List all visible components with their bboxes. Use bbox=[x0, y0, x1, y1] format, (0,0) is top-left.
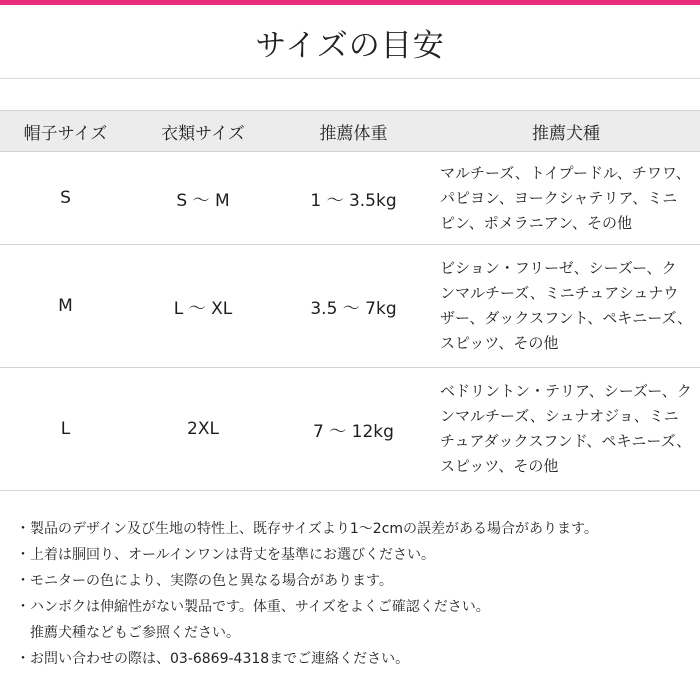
breeds-cell bbox=[432, 152, 700, 245]
header-recommended-weight: 推薦体重 bbox=[275, 111, 432, 152]
breeds-line: スピッツ、その他 bbox=[440, 334, 559, 352]
notes-list bbox=[16, 516, 696, 672]
note-item: ・上着は胴回り、オールインワンは背丈を基準にお選びください。 bbox=[16, 547, 436, 563]
note-item-continuation: 推薦犬種などもご参照ください。 bbox=[30, 625, 240, 641]
breeds-line: ベドリントン・テリア、シーズー、ク bbox=[440, 382, 692, 400]
breeds-line: ピン、ポメラニアン、その他 bbox=[440, 213, 633, 232]
header-recommended-breeds: 推薦犬種 bbox=[432, 111, 700, 152]
header-hat-size: 帽子サイズ bbox=[0, 111, 131, 152]
weight-cell: 3.5 〜 7kg bbox=[275, 245, 432, 368]
note-item: ・ハンボクは伸縮性がない製品です。体重、サイズをよくご確認ください。 bbox=[16, 599, 490, 615]
size-guide-table bbox=[0, 110, 700, 491]
table-row bbox=[0, 152, 700, 245]
breeds-cell bbox=[432, 368, 700, 491]
clothing-size-cell: 2XL bbox=[131, 368, 275, 491]
hat-size-cell: M bbox=[0, 245, 131, 368]
title-divider bbox=[0, 78, 700, 79]
breeds-line: チュアダックスフンド、ペキニーズ、 bbox=[440, 432, 692, 450]
weight-cell: 1 〜 3.5kg bbox=[275, 152, 432, 245]
note-item: ・モニターの色により、実際の色と異なる場合があります。 bbox=[16, 573, 393, 589]
table-header-row bbox=[0, 111, 700, 152]
breeds-line: ンマルチーズ、ミニチュアシュナウ bbox=[440, 284, 679, 302]
page-title: サイズの目安 bbox=[255, 28, 445, 64]
top-accent-bar bbox=[0, 0, 700, 5]
header-clothing-size: 衣類サイズ bbox=[131, 111, 275, 152]
breeds-line: スピッツ、その他 bbox=[440, 457, 559, 475]
table-row bbox=[0, 245, 700, 368]
breeds-line: ザー、ダックスフント、ペキニーズ、 bbox=[440, 309, 693, 327]
note-item: ・製品のデザイン及び生地の特性上、既存サイズより1〜2cmの誤差がある場合があります。 bbox=[16, 521, 598, 537]
breeds-line: マルチーズ、トイプードル、チワワ、 bbox=[440, 163, 691, 182]
breeds-line: ンマルチーズ、シュナオジョ、ミニ bbox=[440, 407, 679, 425]
breeds-cell bbox=[432, 245, 700, 368]
weight-cell: 7 〜 12kg bbox=[275, 368, 432, 491]
clothing-size-cell: L 〜 XL bbox=[131, 245, 275, 368]
table-row bbox=[0, 368, 700, 491]
breeds-line: ビション・フリーゼ、シーズー、ク bbox=[440, 259, 677, 277]
breeds-line: パピヨン、ヨークシャテリア、ミニ bbox=[440, 188, 678, 207]
hat-size-cell: S bbox=[0, 152, 131, 245]
note-item: ・お問い合わせの際は、03-6869-4318までご連絡ください。 bbox=[16, 651, 410, 667]
clothing-size-cell: S 〜 M bbox=[131, 152, 275, 245]
hat-size-cell: L bbox=[0, 368, 131, 491]
